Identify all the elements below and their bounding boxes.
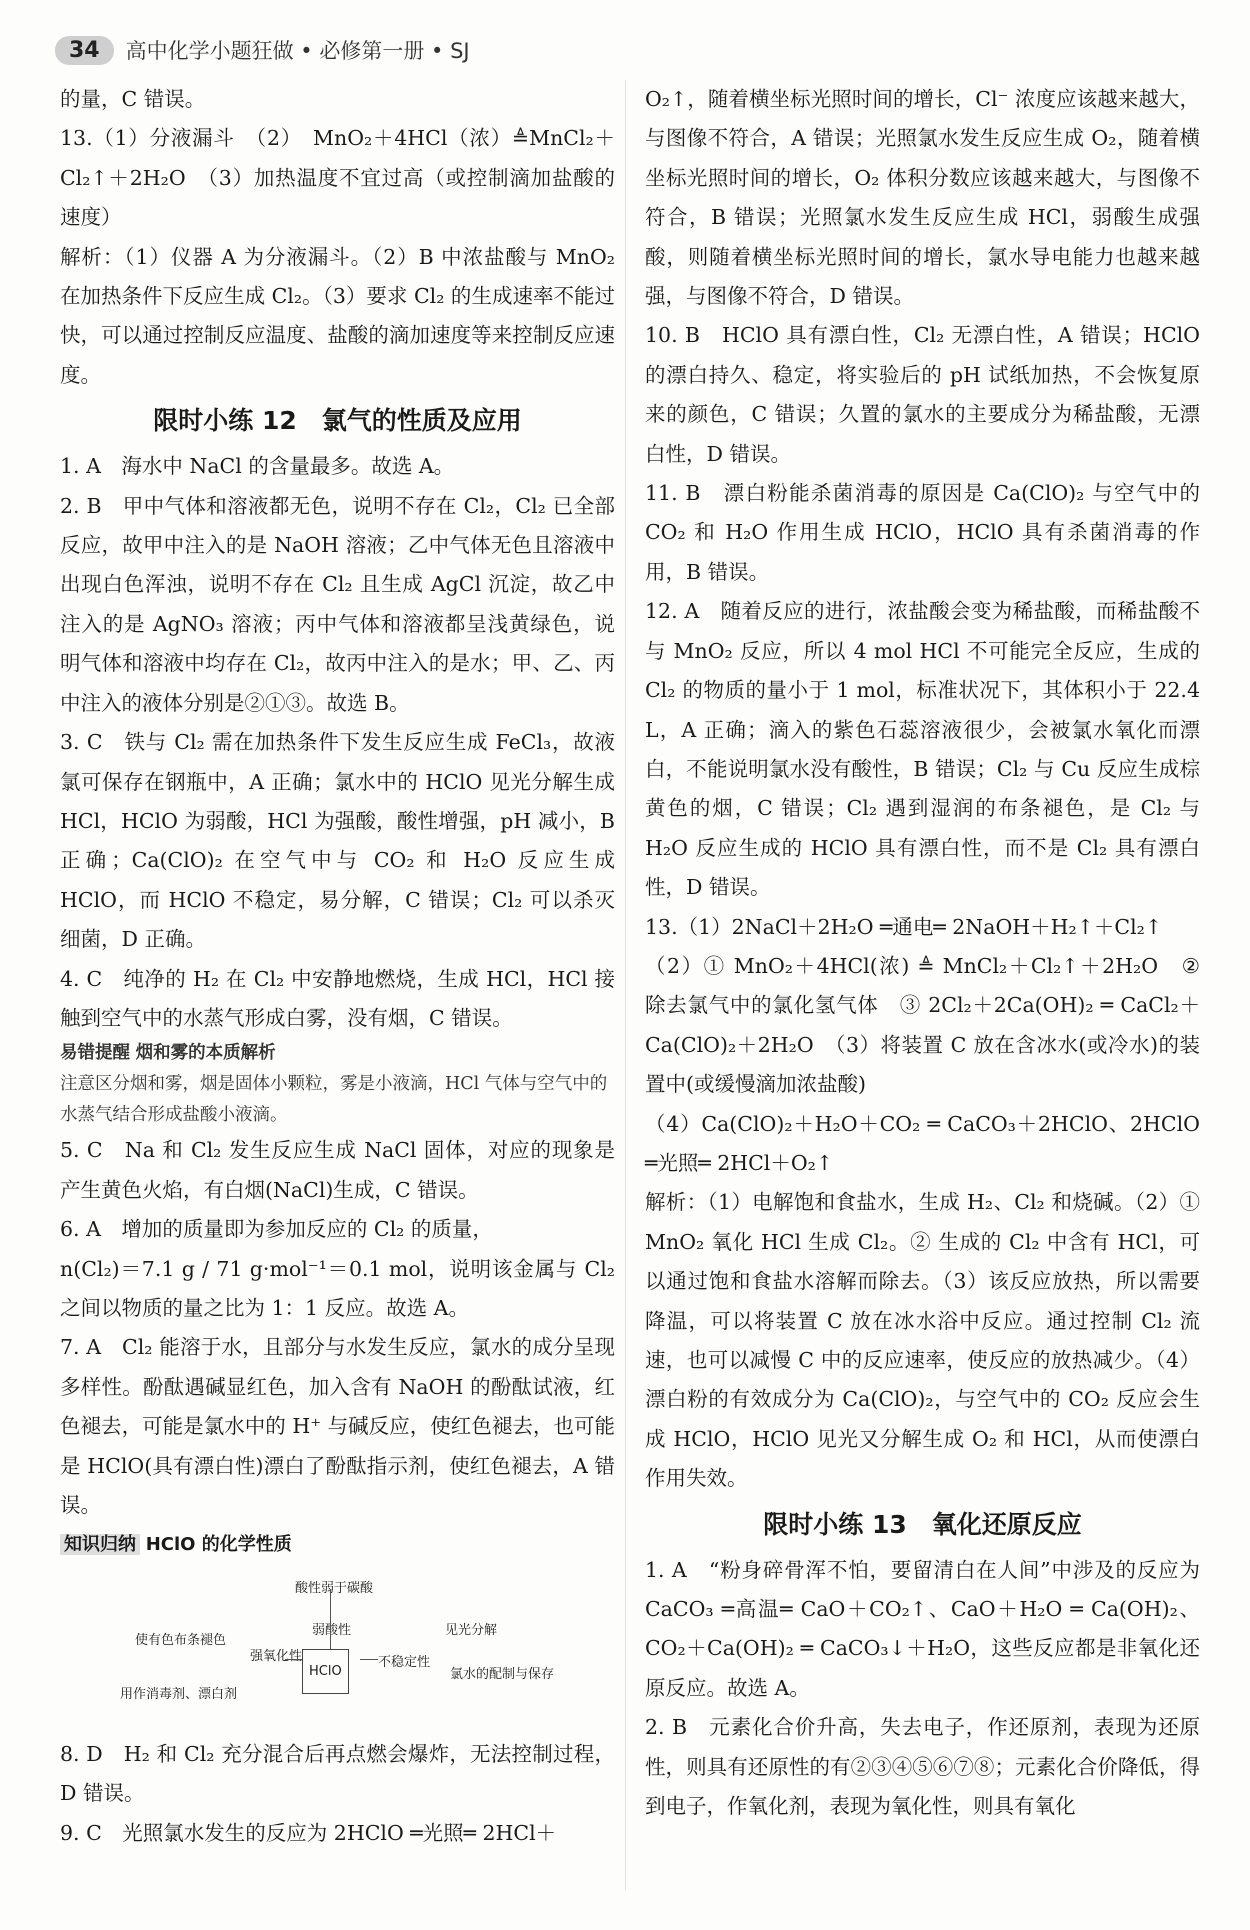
answer-13-2: （2）① MnO₂＋4HCl(浓) ≜ MnCl₂＋Cl₂↑＋2H₂O ② 除去氯气中的氯化氢气体 ③ 2Cl₂＋2Ca(OH)₂ ═ CaCl₂＋Ca(ClO)₂＋2H₂O （3）将装置 C 放在含冰水(或冷水)的装置中(或缓慢滴加浓盐酸) bbox=[645, 953, 1200, 1097]
analysis-13: 解析：（1）仪器 A 为分液漏斗。（2）B 中浓盐酸与 MnO₂ 在加热条件下反应生成 Cl₂。（3）要求 Cl₂ 的生成速率不能过快，可以通过控制反应温度、盐酸的滴加速度等来控制反应速度。 bbox=[60, 244, 615, 387]
tip-box bbox=[60, 1038, 615, 1131]
paragraph: 的量，C 错误。 bbox=[60, 87, 206, 111]
diagram-bleach2: 用作消毒剂、漂白剂 bbox=[120, 1686, 238, 1702]
hclo-diagram bbox=[60, 1565, 615, 1735]
answer-6b: n(Cl₂)＝7.1 g / 71 g·mol⁻¹＝0.1 mol，说明该金属与 Cl₂ 之间以物质的量之比为 1：1 反应。故选 A。 bbox=[60, 1256, 615, 1320]
answer-r2: 2. B 元素化合价升高，失去电子，作还原剂，表现为还原性，则具有还原性的有②③④⑤⑥⑦⑧；元素化合价降低，得到电子，作氧化剂，表现为氧化性，则具有氧化 bbox=[645, 1715, 1200, 1819]
diagram-unstable: 不稳定性 bbox=[378, 1654, 431, 1670]
tip-text: 注意区分烟和雾，烟是固体小颗粒，雾是小液滴，HCl 气体与空气中的水蒸气结合形成盐酸小液滴。 bbox=[60, 1074, 608, 1126]
diagram-line bbox=[330, 1589, 331, 1649]
answer-13-1: 13.（1）2NaCl＋2H₂O ═通电═ 2NaOH＋H₂↑＋Cl₂↑ bbox=[645, 914, 1163, 939]
kb-label: 知识归纳 bbox=[60, 1534, 140, 1555]
answer-3: 3. C 铁与 Cl₂ 需在加热条件下发生反应生成 FeCl₃，故液氯可保存在钢瓶中，A 正确；氯水中的 HClO 见光分解生成 HCl，HClO 为弱酸，HCl 为强酸，酸性增强，pH 减小，B 正确；Ca(ClO)₂ 在空气中与 CO₂ 和 H₂O 反应生成 HClO，而 HClO 不稳定，易分解，C 错误；Cl₂ 可以杀灭细菌，D 正确。 bbox=[60, 730, 615, 952]
diagram-weak: 弱酸性 bbox=[312, 1622, 352, 1638]
answer-13-4: （4）Ca(ClO)₂＋H₂O＋CO₂ ═ CaCO₃＋2HClO、2HClO ═光照═ 2HCl＋O₂↑ bbox=[645, 1111, 1200, 1175]
column-divider bbox=[625, 80, 626, 1890]
answer-9: 9. C 光照氯水发生的反应为 2HClO ═光照═ 2HCl＋ bbox=[60, 1820, 557, 1845]
diagram-store: 氯水的配制与保存 bbox=[450, 1666, 555, 1682]
diagram-line bbox=[360, 1659, 378, 1660]
section-title-12: 限时小练 12 氯气的性质及应用 bbox=[153, 406, 522, 436]
answer-8: 8. D H₂ 和 Cl₂ 充分混合后再点燃会爆炸，无法控制过程，D 错误。 bbox=[60, 1741, 615, 1806]
kb-title: HClO 的化学性质 bbox=[145, 1534, 292, 1556]
right-column bbox=[645, 80, 1200, 1826]
answer-r1: 1. A “粉身碎骨浑不怕，要留清白在人间”中涉及的反应为 CaCO₃ ═高温═ CaO＋CO₂↑、CaO＋H₂O ═ Ca(OH)₂、CO₂＋Ca(OH)₂ ═ CaCO₃↓＋H₂O，这些反应都是非氧化还原反应。故选 A。 bbox=[645, 1557, 1200, 1700]
answer-9-cont: O₂↑，随着横坐标光照时间的增长，Cl⁻ 浓度应该越来越大，与图像不符合，A 错误；光照氯水发生反应生成 O₂，随着横坐标光照时间的增长，O₂ 体积分数应该越来越大，与图像不符合，B 错误；光照氯水发生反应生成 HCl，弱酸生成强酸，则随着横坐标光照时间的增长，氯水导电能力也越来越强，与图像不符合，D 错误。 bbox=[645, 87, 1200, 309]
answer-7: 7. A Cl₂ 能溶于水，且部分与水发生反应，氯水的成分呈现多样性。酚酞遇碱显红色，加入含有 NaOH 的酚酞试液，红色褪去，可能是氯水中的 H⁺ 与碱反应，使红色褪去，也可能是 HClO(具有漂白性)漂白了酚酞指示剂，使红色褪去，A 错误。 bbox=[60, 1335, 615, 1517]
book-title: 高中化学小题狂做 • 必修第一册 • SJ bbox=[125, 39, 470, 63]
knowledge-box bbox=[60, 1525, 615, 1564]
answer-13: 13.（1）分液漏斗 （2） MnO₂＋4HCl（浓）≜MnCl₂＋Cl₂↑＋2H₂O （3）加热温度不宜过高（或控制滴加盐酸的速度） bbox=[60, 126, 615, 230]
answer-1: 1. A 海水中 NaCl 的含量最多。故选 A。 bbox=[60, 454, 455, 479]
diagram-bleach1: 使有色布条褪色 bbox=[135, 1632, 227, 1648]
answer-11: 11. B 漂白粉能杀菌消毒的原因是 Ca(ClO)₂ 与空气中的 CO₂ 和 H₂O 作用生成 HClO，HClO 具有杀菌消毒的作用，B 错误。 bbox=[645, 481, 1200, 584]
diagram-light: 见光分解 bbox=[445, 1622, 498, 1638]
analysis-13-right: 解析：（1）电解饱和食盐水，生成 H₂、Cl₂ 和烧碱。（2）① MnO₂ 氧化 HCl 生成 Cl₂。② 生成的 Cl₂ 中含有 HCl，可以通过饱和食盐水溶解而除去。（3）该反应放热，所以需要降温，可以将装置 C 放在冰水浴中反应。通过控制 Cl₂ 流速，也可以减慢 C 中的反应速率，使反应的放热减少。（4）漂白粉的有效成分为 Ca(ClO)₂，与空气中的 CO₂ 反应会生成 HClO，HClO 见光又分解生成 O₂ 和 HCl，从而使漂白作用失效。 bbox=[645, 1190, 1200, 1491]
answer-2: 2. B 甲中气体和溶液都无色，说明不存在 Cl₂，Cl₂ 已全部反应，故甲中注入的是 NaOH 溶液；乙中气体无色且溶液中出现白色浑浊，说明不存在 Cl₂ 且生成 AgCl 沉淀，故乙中注入的是 AgNO₃ 溶液；丙中气体和溶液都呈浅黄绿色，说明气体和溶液中均存在 Cl₂，故丙中注入的是水；甲、乙、丙中注入的液体分别是②①③。故选 B。 bbox=[60, 493, 615, 715]
diagram-top: 酸性弱于碳酸 bbox=[295, 1580, 374, 1596]
left-column bbox=[60, 80, 615, 1853]
answer-4: 4. C 纯净的 H₂ 在 Cl₂ 中安静地燃烧，生成 HCl，HCl 接触到空气中的水蒸气形成白雾，没有烟，C 错误。 bbox=[60, 966, 615, 1030]
diagram-line bbox=[285, 1659, 302, 1660]
diagram-center: HClO bbox=[302, 1649, 349, 1694]
tip-label: 易错提醒 bbox=[60, 1043, 130, 1064]
diagram-strong: 强氧化性 bbox=[250, 1648, 303, 1664]
answer-12: 12. A 随着反应的进行，浓盐酸会变为稀盐酸，而稀盐酸不与 MnO₂ 反应，所以 4 mol HCl 不可能完全反应，生成的 Cl₂ 的物质的量小于 1 mol，标准状况下，其体积小于 22.4 L，A 正确；滴入的紫色石蕊溶液很少，会被氯水氧化而漂白，不能说明氯水没有酸性，B 错误；Cl₂ 与 Cu 反应生成棕黄色的烟，C 错误；Cl₂ 遇到湿润的布条褪色，是 Cl₂ 与 H₂O 反应生成的 HClO 具有漂白性，而不是 Cl₂ 具有漂白性，D 错误。 bbox=[645, 599, 1200, 900]
page-number: 34 bbox=[55, 36, 114, 65]
section-title-13: 限时小练 13 氧化还原反应 bbox=[763, 1509, 1082, 1539]
answer-10: 10. B HClO 具有漂白性，Cl₂ 无漂白性，A 错误；HClO 的漂白持久、稳定，将实验后的 pH 试纸加热，不会恢复原来的颜色，C 错误；久置的氯水的主要成分为稀盐酸，无漂白性，D 错误。 bbox=[645, 323, 1200, 466]
tip-title: 烟和雾的本质解析 bbox=[135, 1043, 276, 1064]
page-header bbox=[55, 28, 470, 72]
answer-6a: 6. A 增加的质量即为参加反应的 Cl₂ 的质量， bbox=[60, 1217, 493, 1242]
answer-5: 5. C Na 和 Cl₂ 发生反应生成 NaCl 固体，对应的现象是产生黄色火焰，有白烟(NaCl)生成，C 错误。 bbox=[60, 1138, 615, 1202]
